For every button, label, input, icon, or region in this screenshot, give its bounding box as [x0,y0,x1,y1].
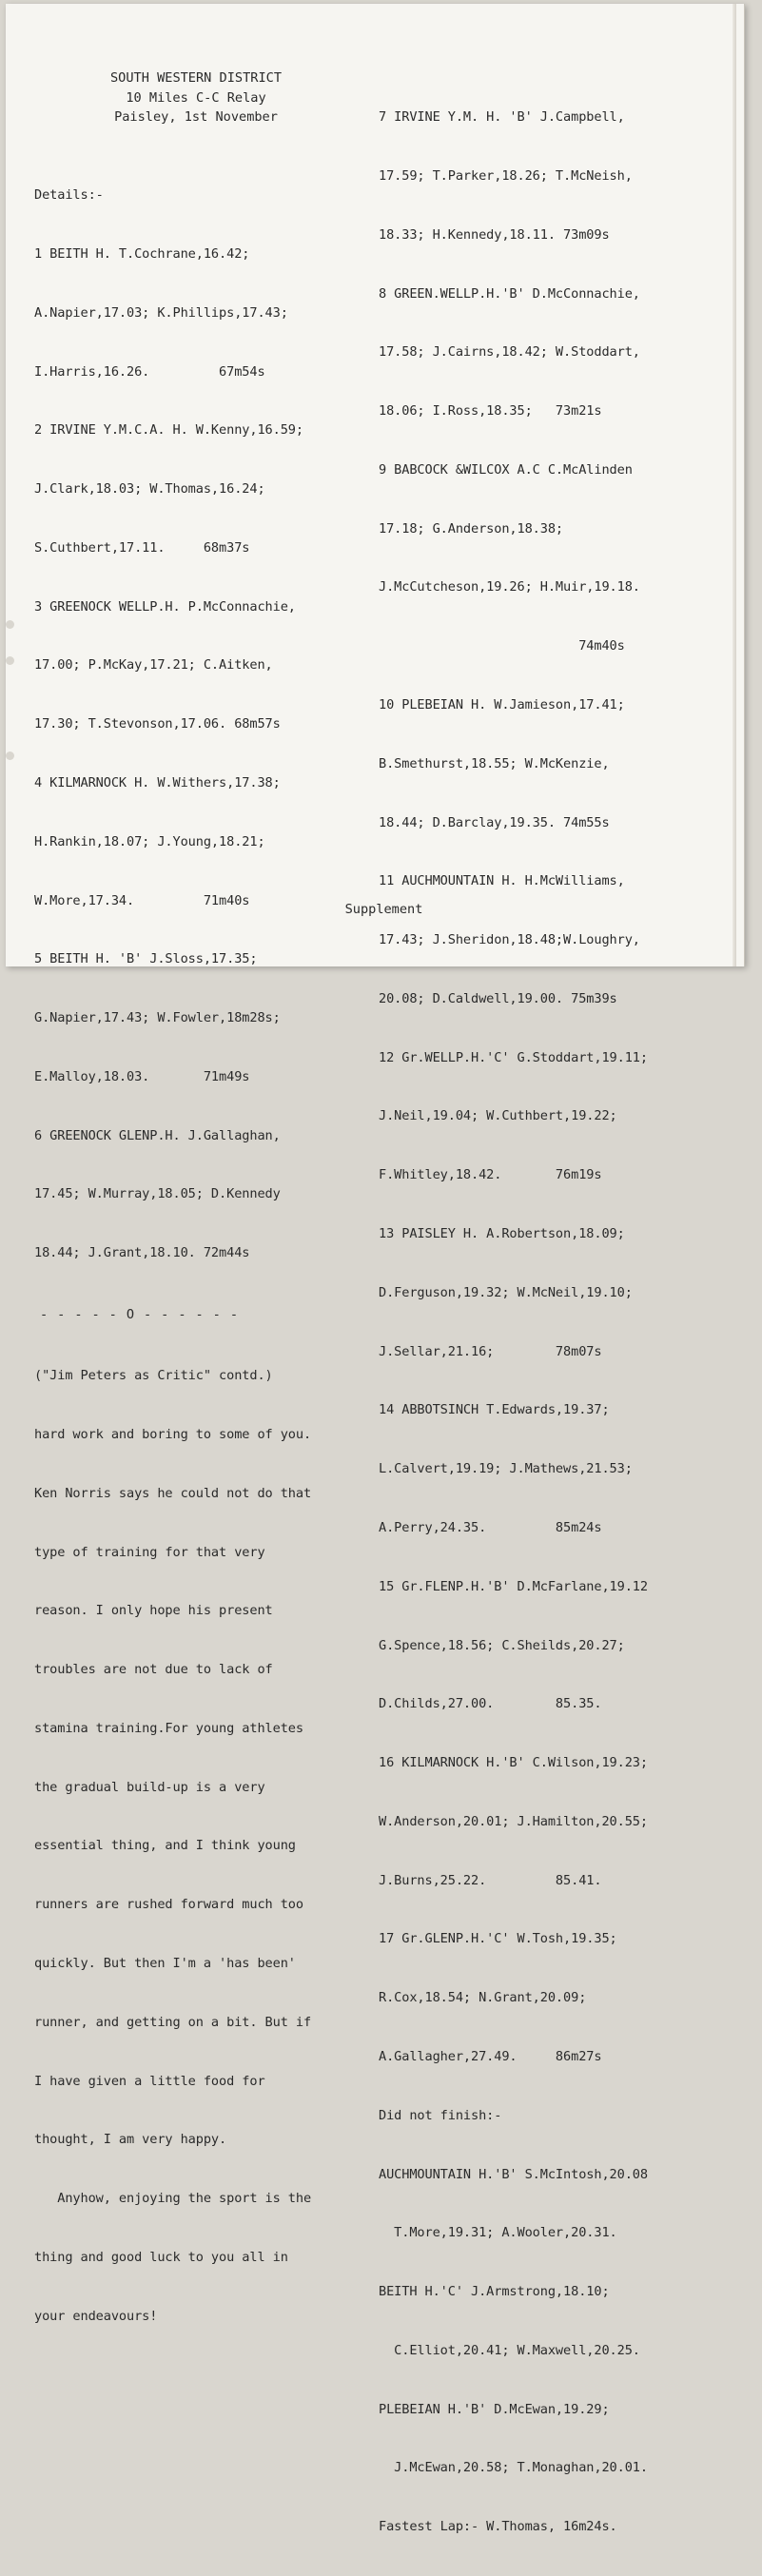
results-line: S.Cuthbert,17.11. 68m37s [34,539,250,556]
article-line: stamina training.For young athletes [34,1720,303,1736]
separator: - - - - - O - - - - - - [40,1307,239,1323]
results-line: 17.59; T.Parker,18.26; T.McNeish, [379,167,633,184]
results-line: J.Neil,19.04; W.Cuthbert,19.22; [379,1108,617,1124]
results-line: 12 Gr.WELLP.H.'C' G.Stoddart,19.11; [379,1049,648,1065]
results-line: F.Whitley,18.42. 76m19s [379,1167,602,1183]
page-footer: Supplement [344,902,423,917]
heading-line: 10 Miles C-C Relay [126,89,266,106]
results-line: 4 KILMARNOCK H. W.Withers,17.38; [34,775,281,790]
results-line: 17.43; J.Sheridon,18.48;W.Loughry, [379,932,640,948]
punch-mark [6,656,14,665]
results-line: 1 BEITH H. T.Cochrane,16.42; [34,245,250,262]
results-line: J.McCutcheson,19.26; H.Muir,19.18. [379,579,640,595]
article-line: runners are rushed forward much too [34,1897,303,1913]
results-line: T.More,19.31; A.Wooler,20.31. [379,2225,617,2241]
results-line: B.Smethurst,18.55; W.McKenzie, [379,755,610,771]
results-line: 18.44; D.Barclay,19.35. 74m55s [379,814,610,830]
results-line: J.Clark,18.03; W.Thomas,16.24; [34,481,265,498]
heading-line: SOUTH WESTERN DISTRICT [109,70,283,86]
results-line: 6 GREENOCK GLENP.H. J.Gallaghan, [34,1127,281,1143]
results-line: Did not finish:- [379,2107,502,2123]
article-line: quickly. But then I'm a 'has been' [34,1956,296,1972]
results-line: E.Malloy,18.03. 71m49s [34,1068,250,1084]
results-line: 17.45; W.Murray,18.05; D.Kennedy [34,1186,281,1202]
results-line: J.Burns,25.22. 85.41. [379,1872,602,1888]
punch-mark [6,620,14,629]
article-line: type of training for that very [34,1544,265,1560]
article-line: I have given a little food for [34,2073,265,2089]
article-line: thought, I am very happy. [34,2132,227,2148]
results-line: PLEBEIAN H.'B' D.McEwan,19.29; [379,2401,610,2417]
article-line: hard work and boring to some of you. [34,1427,312,1442]
results-line: 15 Gr.FLENP.H.'B' D.McFarlane,19.12 [379,1578,648,1594]
results-line: A.Napier,17.03; K.Phillips,17.43; [34,304,288,321]
article-line: ("Jim Peters as Critic" contd.) [34,1368,273,1384]
results-line: 9 BABCOCK &WILCOX A.C C.McAlinden [379,461,633,478]
article-line: Anyhow, enjoying the sport is the [34,2191,312,2207]
results-line: 18.06; I.Ross,18.35; 73m21s [379,403,602,420]
results-line: L.Calvert,19.19; J.Mathews,21.53; [379,1461,633,1477]
results-line: BEITH H.'C' J.Armstrong,18.10; [379,2284,610,2300]
results-line: 11 AUCHMOUNTAIN H. H.McWilliams, [379,873,625,889]
left-column [34,146,386,2366]
results-line: 17 Gr.GLENP.H.'C' W.Tosh,19.35; [379,1931,617,1947]
results-line: 8 GREEN.WELLP.H.'B' D.McConnachie, [379,285,640,302]
results-line: H.Rankin,18.07; J.Young,18.21; [34,833,265,849]
right-column [379,68,740,2576]
results-line: G.Spence,18.56; C.Sheilds,20.27; [379,1637,625,1653]
results-line: J.Sellar,21.16; 78m07s [379,1343,602,1359]
results-line: 18.33; H.Kennedy,18.11. 73m09s [379,226,610,243]
results-line: 10 PLEBEIAN H. W.Jamieson,17.41; [379,697,625,712]
punch-mark [6,751,14,760]
results-line: W.Anderson,20.01; J.Hamilton,20.55; [379,1813,648,1829]
results-heading [34,68,358,127]
document-page [6,4,745,2535]
results-line: 17.58; J.Cairns,18.42; W.Stoddart, [379,344,640,361]
article-line: troubles are not due to lack of [34,1662,273,1678]
results-line: 14 ABBOTSINCH T.Edwards,19.37; [379,1402,610,1418]
results-line: Details:- [34,187,104,204]
results-line: I.Harris,16.26. 67m54s [34,363,265,380]
results-line: 74m40s [379,638,625,654]
results-line: 18.44; J.Grant,18.10. 72m44s [34,1245,250,1261]
results-line: 20.08; D.Caldwell,19.00. 75m39s [379,990,617,1006]
results-line: AUCHMOUNTAIN H.'B' S.McIntosh,20.08 [379,2166,648,2182]
results-line: R.Cox,18.54; N.Grant,20.09; [379,1990,587,2006]
results-line: 2 IRVINE Y.M.C.A. H. W.Kenny,16.59; [34,422,303,439]
article-line: runner, and getting on a bit. But if [34,2014,312,2030]
results-line: D.Ferguson,19.32; W.McNeil,19.10; [379,1284,633,1300]
results-line: 7 IRVINE Y.M. H. 'B' J.Campbell, [379,109,625,126]
results-line: C.Elliot,20.41; W.Maxwell,20.25. [379,2342,640,2358]
results-line: D.Childs,27.00. 85.35. [379,1696,602,1712]
heading-line: Paisley, 1st November [114,109,278,126]
article-line: reason. I only hope his present [34,1603,273,1619]
results-line: 16 KILMARNOCK H.'B' C.Wilson,19.23; [379,1755,648,1771]
results-line: 3 GREENOCK WELLP.H. P.McConnachie, [34,598,296,615]
results-line: 17.18; G.Anderson,18.38; [379,520,564,537]
article-line: Ken Norris says he could not do that [34,1485,312,1501]
article-line: the gradual build-up is a very [34,1779,265,1795]
results-line: A.Perry,24.35. 85m24s [379,1519,602,1535]
results-line: Fastest Lap:- W.Thomas, 16m24s. [379,2519,617,2535]
results-line: W.More,17.34. 71m40s [34,892,250,908]
results-line: 13 PAISLEY H. A.Robertson,18.09; [379,1226,625,1242]
results-line: A.Gallagher,27.49. 86m27s [379,2048,602,2064]
article-line: your endeavours! [34,2308,158,2324]
results-line: 5 BEITH H. 'B' J.Sloss,17.35; [34,951,258,967]
article-line: essential thing, and I think young [34,1838,296,1854]
results-line: 17.30; T.Stevonson,17.06. 68m57s [34,716,281,732]
results-line: J.McEwan,20.58; T.Monaghan,20.01. [379,2460,648,2476]
results-line: 17.00; P.McKay,17.21; C.Aitken, [34,657,273,673]
results-line: G.Napier,17.43; W.Fowler,18m28s; [34,1010,281,1026]
article-line: thing and good luck to you all in [34,2249,288,2265]
